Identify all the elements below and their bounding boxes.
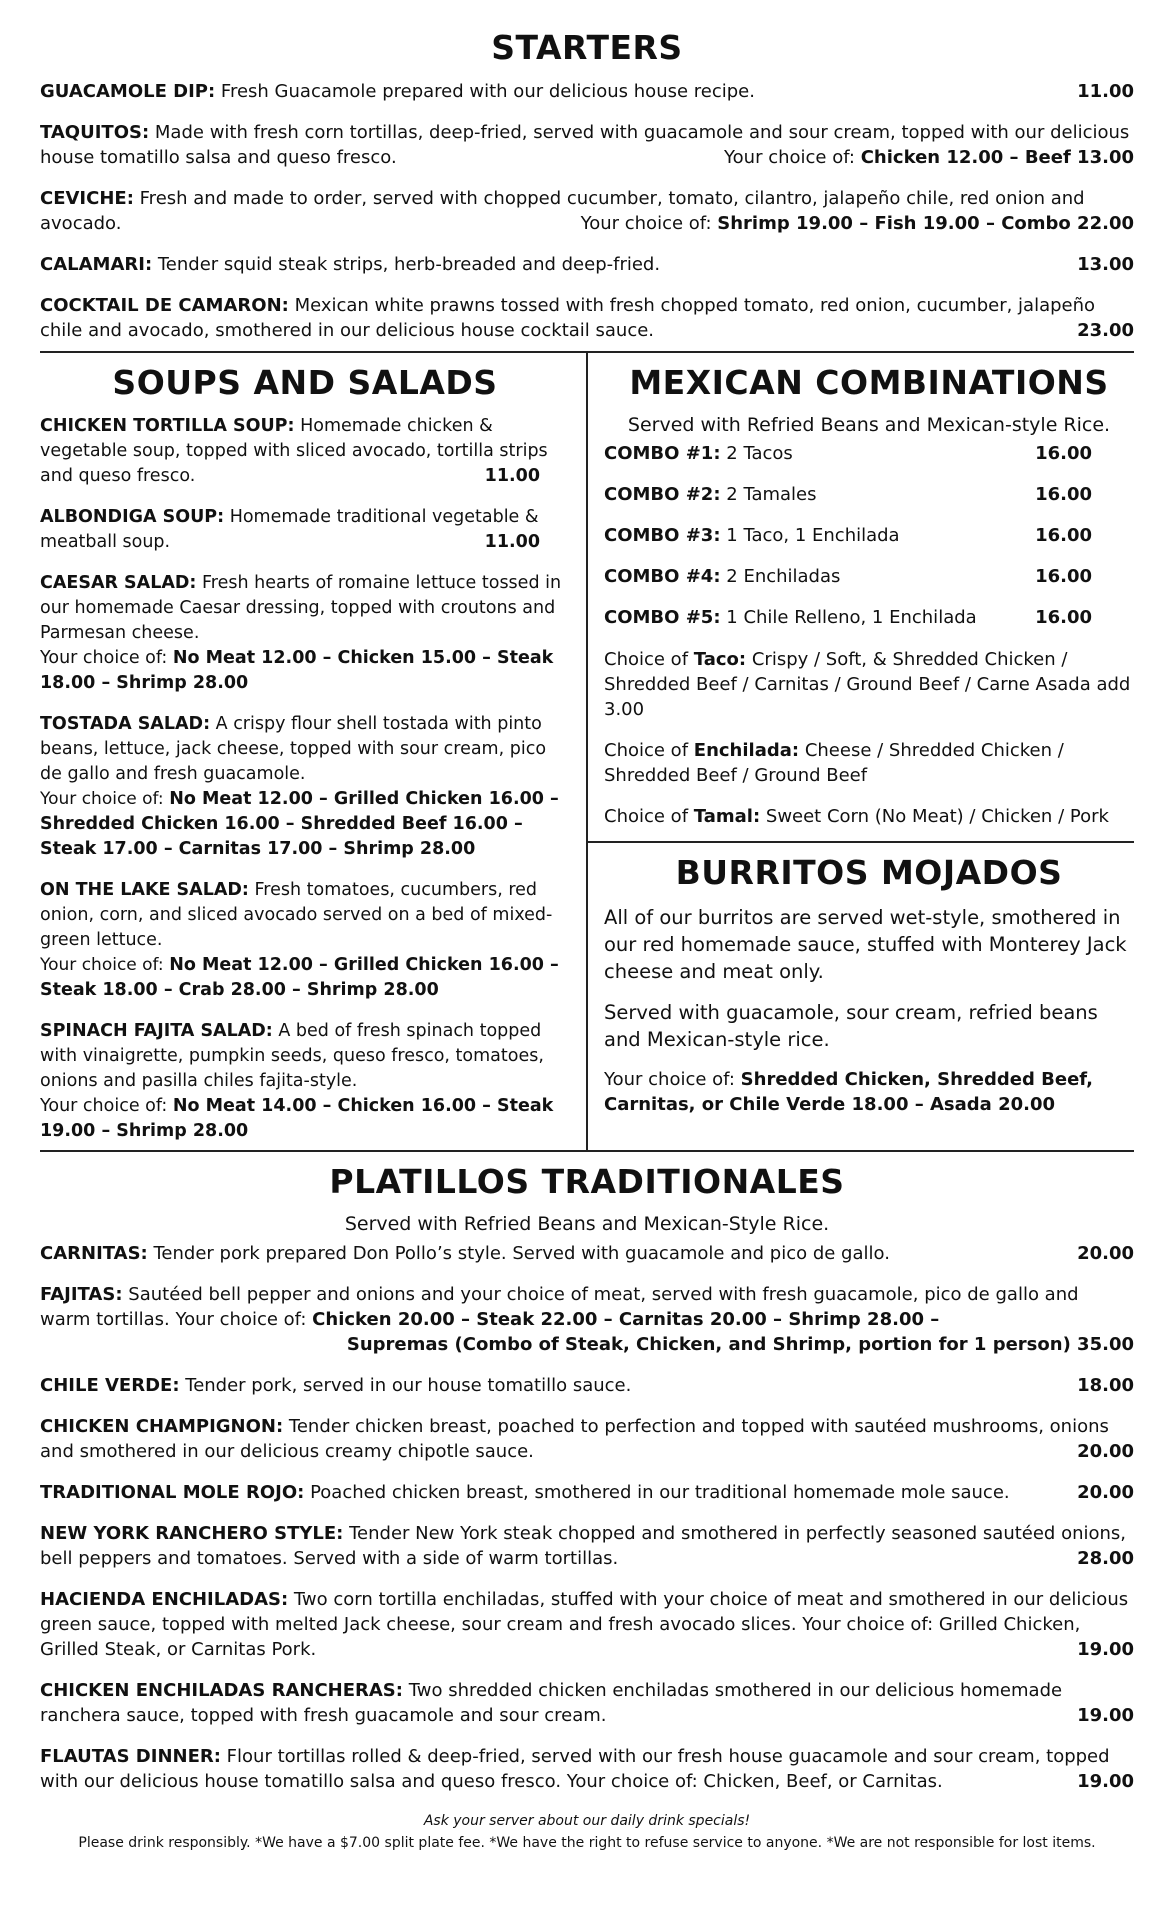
platillos-section (40, 1162, 1134, 1794)
section-divider (40, 1150, 1134, 1152)
two-column-section (40, 353, 1134, 1150)
right-column (588, 353, 1134, 1150)
menu-item: CARNITAS: Tender pork prepared Don Pollo’s style. Served with guacamole and pico de gallo. 20.00 (40, 1243, 1134, 1264)
combo-item: COMBO #4: 2 Enchiladas 16.00 (604, 566, 1092, 587)
footer (40, 1810, 1134, 1854)
choice-option: Choice of Enchilada: Cheese / Shredded Chicken / Shredded Beef / Ground Beef (604, 740, 1064, 786)
burritos-served-with: Served with guacamole, sour cream, refried beans and Mexican-style rice. (604, 1001, 1098, 1051)
menu-item: CHILE VERDE: Tender pork, served in our house tomatillo sauce. 18.00 (40, 1375, 1134, 1396)
choice-option: Choice of Tamal: Sweet Corn (No Meat) / Chicken / Pork (604, 806, 1109, 827)
menu-item: CHICKEN TORTILLA SOUP: Homemade chicken & vegetable soup, topped with sliced avocado, tortilla strips and queso fresco. 11.00 (40, 416, 548, 486)
menu-item: HACIENDA ENCHILADAS: Two corn tortilla enchiladas, stuffed with your choice of meat and smothered in our delicious green sauce, topped with melted Jack cheese, sour cream and fresh avocado slices. Your choice of: Grilled Chicken, Grilled Steak, or Carnitas Pork. 19.00 (40, 1589, 1134, 1660)
menu-item: TAQUITOS: Made with fresh corn tortillas, deep-fried, served with guacamole and sour cream, topped with our delicious house tomatillo salsa and queso fresco. Your choice of: Chicken 12.00 – Beef 13.00 (40, 122, 1134, 168)
starters-section (40, 28, 1134, 343)
section-title: BURRITOS MOJADOS (675, 853, 1063, 892)
menu-item: CALAMARI: Tender squid steak strips, herb-breaded and deep-fried. 13.00 (40, 254, 1134, 275)
menu-item: TOSTADA SALAD: A crispy flour shell tostada with pinto beans, lettuce, jack cheese, topped with sour cream, pico de gallo and fresh guacamole. Your choice of: No Meat 12.00 – Grilled Chicken 16.00 – Shredded Chicken 16.00 – Shredded Beef 16.00 – Steak 17.00 – Carnitas 17.00 – Shrimp 28.00 (40, 714, 559, 859)
drink-specials-note: Ask your server about our daily drink specials! (423, 1813, 751, 1829)
combo-item: COMBO #2: 2 Tamales 16.00 (604, 484, 1092, 505)
burritos-choice: Your choice of: Shredded Chicken, Shredded Beef, Carnitas, or Chile Verde 18.00 – Asada 20.00 (604, 1069, 1093, 1115)
price: 13.00 (1077, 254, 1134, 275)
section-divider (588, 841, 1134, 843)
combo-item: COMBO #1: 2 Tacos 16.00 (604, 443, 1092, 464)
combo-item: COMBO #5: 1 Chile Relleno, 1 Enchilada 16.00 (604, 607, 1092, 628)
price: 11.00 (1077, 81, 1134, 102)
menu-item: SPINACH FAJITA SALAD: A bed of fresh spinach topped with vinaigrette, pumpkin seeds, queso fresco, tomatoes, onions and pasilla chiles fajita-style. Your choice of: No Meat 14.00 – Chicken 16.00 – Steak 19.00 – Shrimp 28.00 (40, 1021, 554, 1141)
choice-option: Choice of Taco: Crispy / Soft, & Shredded Chicken / Shredded Beef / Carnitas / Ground Beef / Carne Asada add 3.00 (604, 649, 1131, 720)
menu-item: FAJITAS: Sautéed bell pepper and onions and your choice of meat, served with fresh guacamole, pico de gallo and warm tortillas. Your choice of: Chicken 20.00 – Steak 22.00 – Carnitas 20.00 – Shrimp 28.00 – Supremas (Combo of Steak, Chicken, and Shrimp, portion for 1 person) 35.00 (40, 1284, 1134, 1355)
combo-item: COMBO #3: 1 Taco, 1 Enchilada 16.00 (604, 525, 1092, 546)
burritos-section (604, 853, 1134, 1117)
menu-item: COCKTAIL DE CAMARON: Mexican white prawns tossed with fresh chopped tomato, red onion, cucumber, jalapeño chile and avocado, smothered in our delicious house cocktail sauce. 23.00 (40, 295, 1134, 341)
section-subtitle: Served with Refried Beans and Mexican-style Rice. (627, 414, 1111, 436)
section-title: STARTERS (491, 28, 683, 67)
menu-item: CHICKEN CHAMPIGNON: Tender chicken breast, poached to perfection and topped with sautéed mushrooms, onions and smothered in our delicious creamy chipotle sauce. 20.00 (40, 1416, 1134, 1462)
menu-item: TRADITIONAL MOLE ROJO: Poached chicken breast, smothered in our traditional homemade mole sauce. 20.00 (40, 1482, 1134, 1503)
menu-item: CAESAR SALAD: Fresh hearts of romaine lettuce tossed in our homemade Caesar dressing, topped with croutons and Parmesan cheese. Your choice of: No Meat 12.00 – Chicken 15.00 – Steak 18.00 – Shrimp 28.00 (40, 573, 562, 693)
soups-and-salads-column (40, 353, 588, 1150)
section-title: MEXICAN COMBINATIONS (629, 363, 1109, 402)
section-subtitle: Served with Refried Beans and Mexican-Style Rice. (344, 1213, 830, 1235)
menu-item: FLAUTAS DINNER: Flour tortillas rolled & deep-fried, served with our fresh house guacamole and sour cream, topped with our delicious house tomatillo salsa and queso fresco. Your choice of: Chicken, Beef, or Carnitas. 19.00 (40, 1746, 1134, 1792)
section-title: PLATILLOS TRADITIONALES (329, 1162, 845, 1201)
section-title: SOUPS AND SALADS (112, 363, 498, 402)
burritos-description: All of our burritos are served wet-style, smothered in our red homemade sauce, stuffed with Monterey Jack cheese and meat only. (604, 906, 1127, 983)
menu-item: ALBONDIGA SOUP: Homemade traditional vegetable & meatball soup. 11.00 (40, 507, 540, 552)
policy-note: Please drink responsibly. *We have a $7.00 split plate fee. *We have the right to refuse service to anyone. *We are not responsible for lost items. (78, 1835, 1096, 1851)
price: 23.00 (1077, 320, 1134, 341)
mexican-combinations-section (604, 363, 1134, 829)
menu-item: ON THE LAKE SALAD: Fresh tomatoes, cucumbers, red onion, corn, and sliced avocado served on a bed of mixed-green lettuce. Your choice of: No Meat 12.00 – Grilled Chicken 16.00 – Steak 18.00 – Crab 28.00 – Shrimp 28.00 (40, 880, 559, 1000)
menu-item: CHICKEN ENCHILADAS RANCHERAS: Two shredded chicken enchiladas smothered in our delicious homemade ranchera sauce, topped with fresh guacamole and sour cream. 19.00 (40, 1680, 1134, 1726)
menu-item: CEVICHE: Fresh and made to order, served with chopped cucumber, tomato, cilantro, jalapeño chile, red onion and avocado. Your choice of: Shrimp 19.00 – Fish 19.00 – Combo 22.00 (40, 188, 1134, 234)
menu-item: GUACAMOLE DIP: Fresh Guacamole prepared with our delicious house recipe. 11.00 (40, 81, 1134, 102)
menu-item: NEW YORK RANCHERO STYLE: Tender New York steak chopped and smothered in perfectly seasoned sautéed onions, bell peppers and tomatoes. Served with a side of warm tortillas. 28.00 (40, 1523, 1134, 1569)
menu-page (40, 18, 1134, 1854)
